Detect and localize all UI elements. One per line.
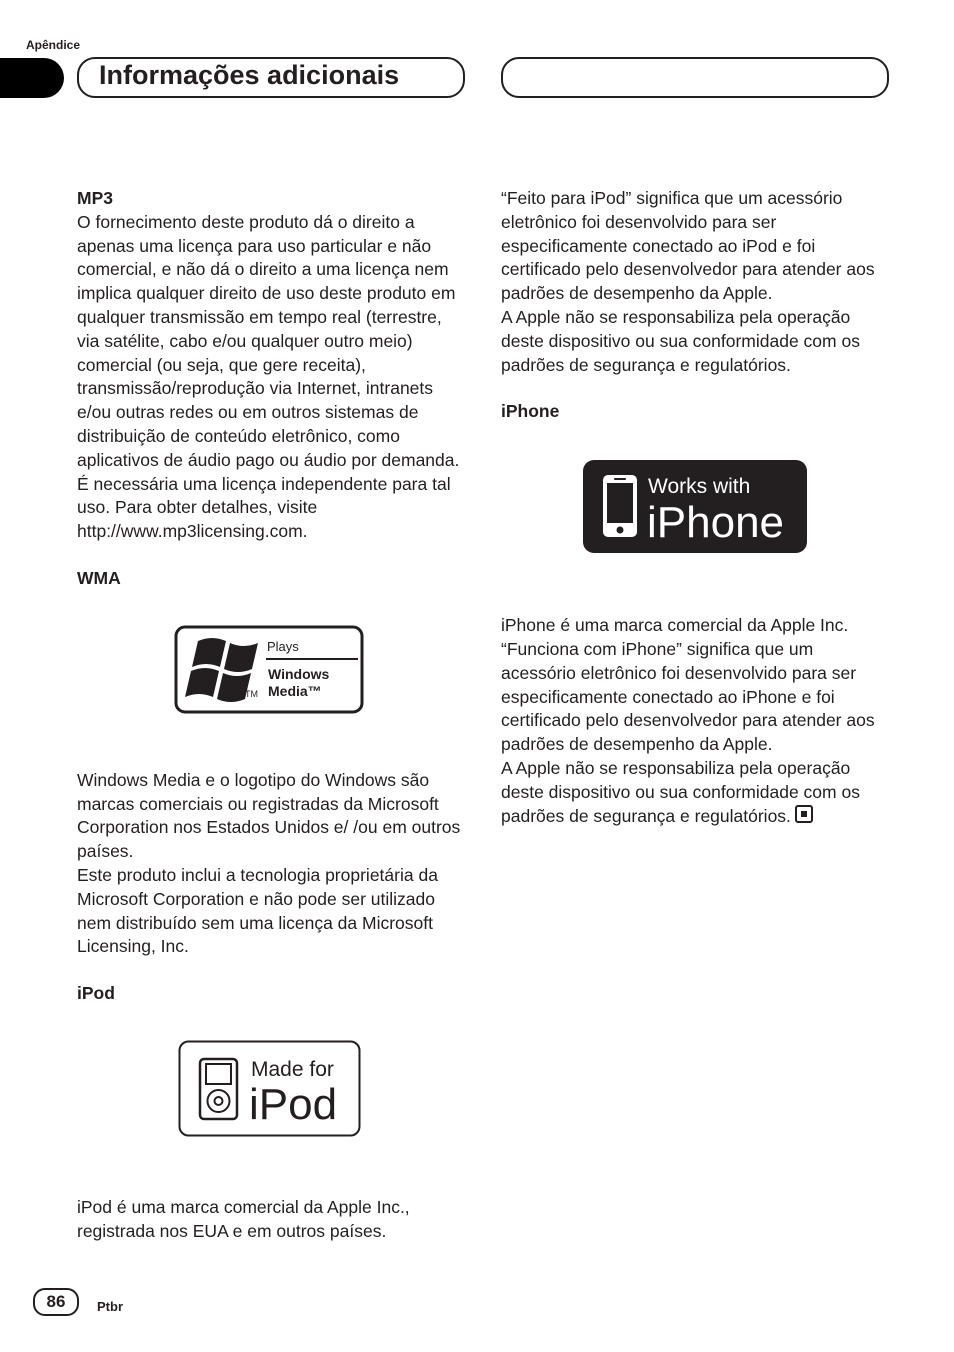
iphone-body-3-wrapper bbox=[501, 757, 891, 828]
end-of-section-icon bbox=[795, 805, 813, 823]
section-tab-marker bbox=[0, 58, 64, 98]
page-number: 86 bbox=[33, 1288, 79, 1316]
page-title-box bbox=[77, 57, 465, 98]
made-for-ipod-logo bbox=[178, 1040, 362, 1138]
section-label: Apêndice bbox=[26, 38, 81, 52]
wma-heading: WMA bbox=[77, 567, 121, 588]
language-label: Ptbr bbox=[97, 1299, 123, 1314]
windows-media-logo bbox=[174, 625, 366, 717]
logo-ipod-text: iPod bbox=[249, 1079, 338, 1129]
iphone-heading: iPhone bbox=[501, 401, 560, 422]
works-with-iphone-logo-area bbox=[501, 424, 891, 614]
iphone-device-icon bbox=[603, 475, 637, 537]
ipod-cont-body-2: A Apple não se responsabiliza pela operação deste dispositivo ou sua conformidade com os padrões de segurança e regulatórios. bbox=[501, 306, 860, 375]
left-column bbox=[77, 187, 467, 1244]
iphone-body-1: iPhone é uma marca comercial da Apple Inc. bbox=[501, 615, 849, 636]
ipod-cont-body-1: “Feito para iPod” significa que um acessório eletrônico foi desenvolvido para ser especificamente conectado ao iPod e foi certificado pelo desenvolvedor para atender aos padrões de desempenho da Apple. bbox=[501, 188, 875, 304]
logo-media-text: Media™ bbox=[268, 682, 322, 699]
logo-iphone-text: iPhone bbox=[647, 498, 785, 548]
iphone-body-2: “Funciona com iPhone” significa que um acessório eletrônico foi desenvolvido para ser especificamente conectado ao iPhone e foi certificado pelo desenvolvedor para atender aos padrões de desempenho da Apple. bbox=[501, 638, 875, 755]
mp3-heading: MP3 bbox=[77, 188, 113, 208]
works-with-iphone-logo bbox=[583, 460, 807, 553]
ipod-device-icon bbox=[200, 1059, 237, 1119]
right-column bbox=[501, 187, 891, 828]
mp3-body: O fornecimento deste produto dá o direito a apenas uma licença para uso particular e não comercial, e não dá o direito a uma licença nem implica qualquer direito de uso deste produto em qualquer transmissão em tempo real (terrestre, via satélite, cabo e/ou qualquer outro meio) comercial (ou seja, que gere receita), transmissão/reprodução via Internet, intranets e/ou outras redes ou em outros sistemas de distribuição de conteúdo eletrônico, como aplicativos de áudio pago ou áudio por demanda. É necessária uma licença independente para tal uso. Para obter detalhes, visite http://www.mp3licensing.com. bbox=[77, 211, 460, 542]
iphone-body-3: A Apple não se responsabiliza pela operação deste dispositivo ou sua conformidade com os padrões de segurança e regulatórios. bbox=[501, 757, 860, 826]
wma-body-2: Este produto inclui a tecnologia proprietária da Microsoft Corporation e não pode ser utilizado nem distribuído sem uma licença da Microsoft Licensing, Inc. bbox=[77, 864, 438, 957]
empty-title-box bbox=[501, 57, 889, 98]
made-for-ipod-logo-area bbox=[77, 1006, 467, 1196]
logo-works-with-text: Works with bbox=[648, 475, 751, 499]
ipod-body: iPod é uma marca comercial da Apple Inc., registrada nos EUA e em outros países. bbox=[77, 1196, 410, 1241]
wma-body-1: Windows Media e o logotipo do Windows são marcas comerciais ou registradas da Microsoft Corporation nos Estados Unidos e/ /ou em outros países. bbox=[77, 769, 461, 862]
page-title: Informações adicionais bbox=[99, 60, 400, 90]
ipod-heading: iPod bbox=[77, 983, 115, 1004]
logo-made-for-text: Made for bbox=[251, 1057, 334, 1081]
logo-tm-text: TM bbox=[245, 688, 258, 699]
logo-plays-text: Plays bbox=[267, 638, 299, 654]
logo-windows-text: Windows bbox=[268, 665, 330, 682]
windows-media-logo-area bbox=[77, 591, 467, 769]
